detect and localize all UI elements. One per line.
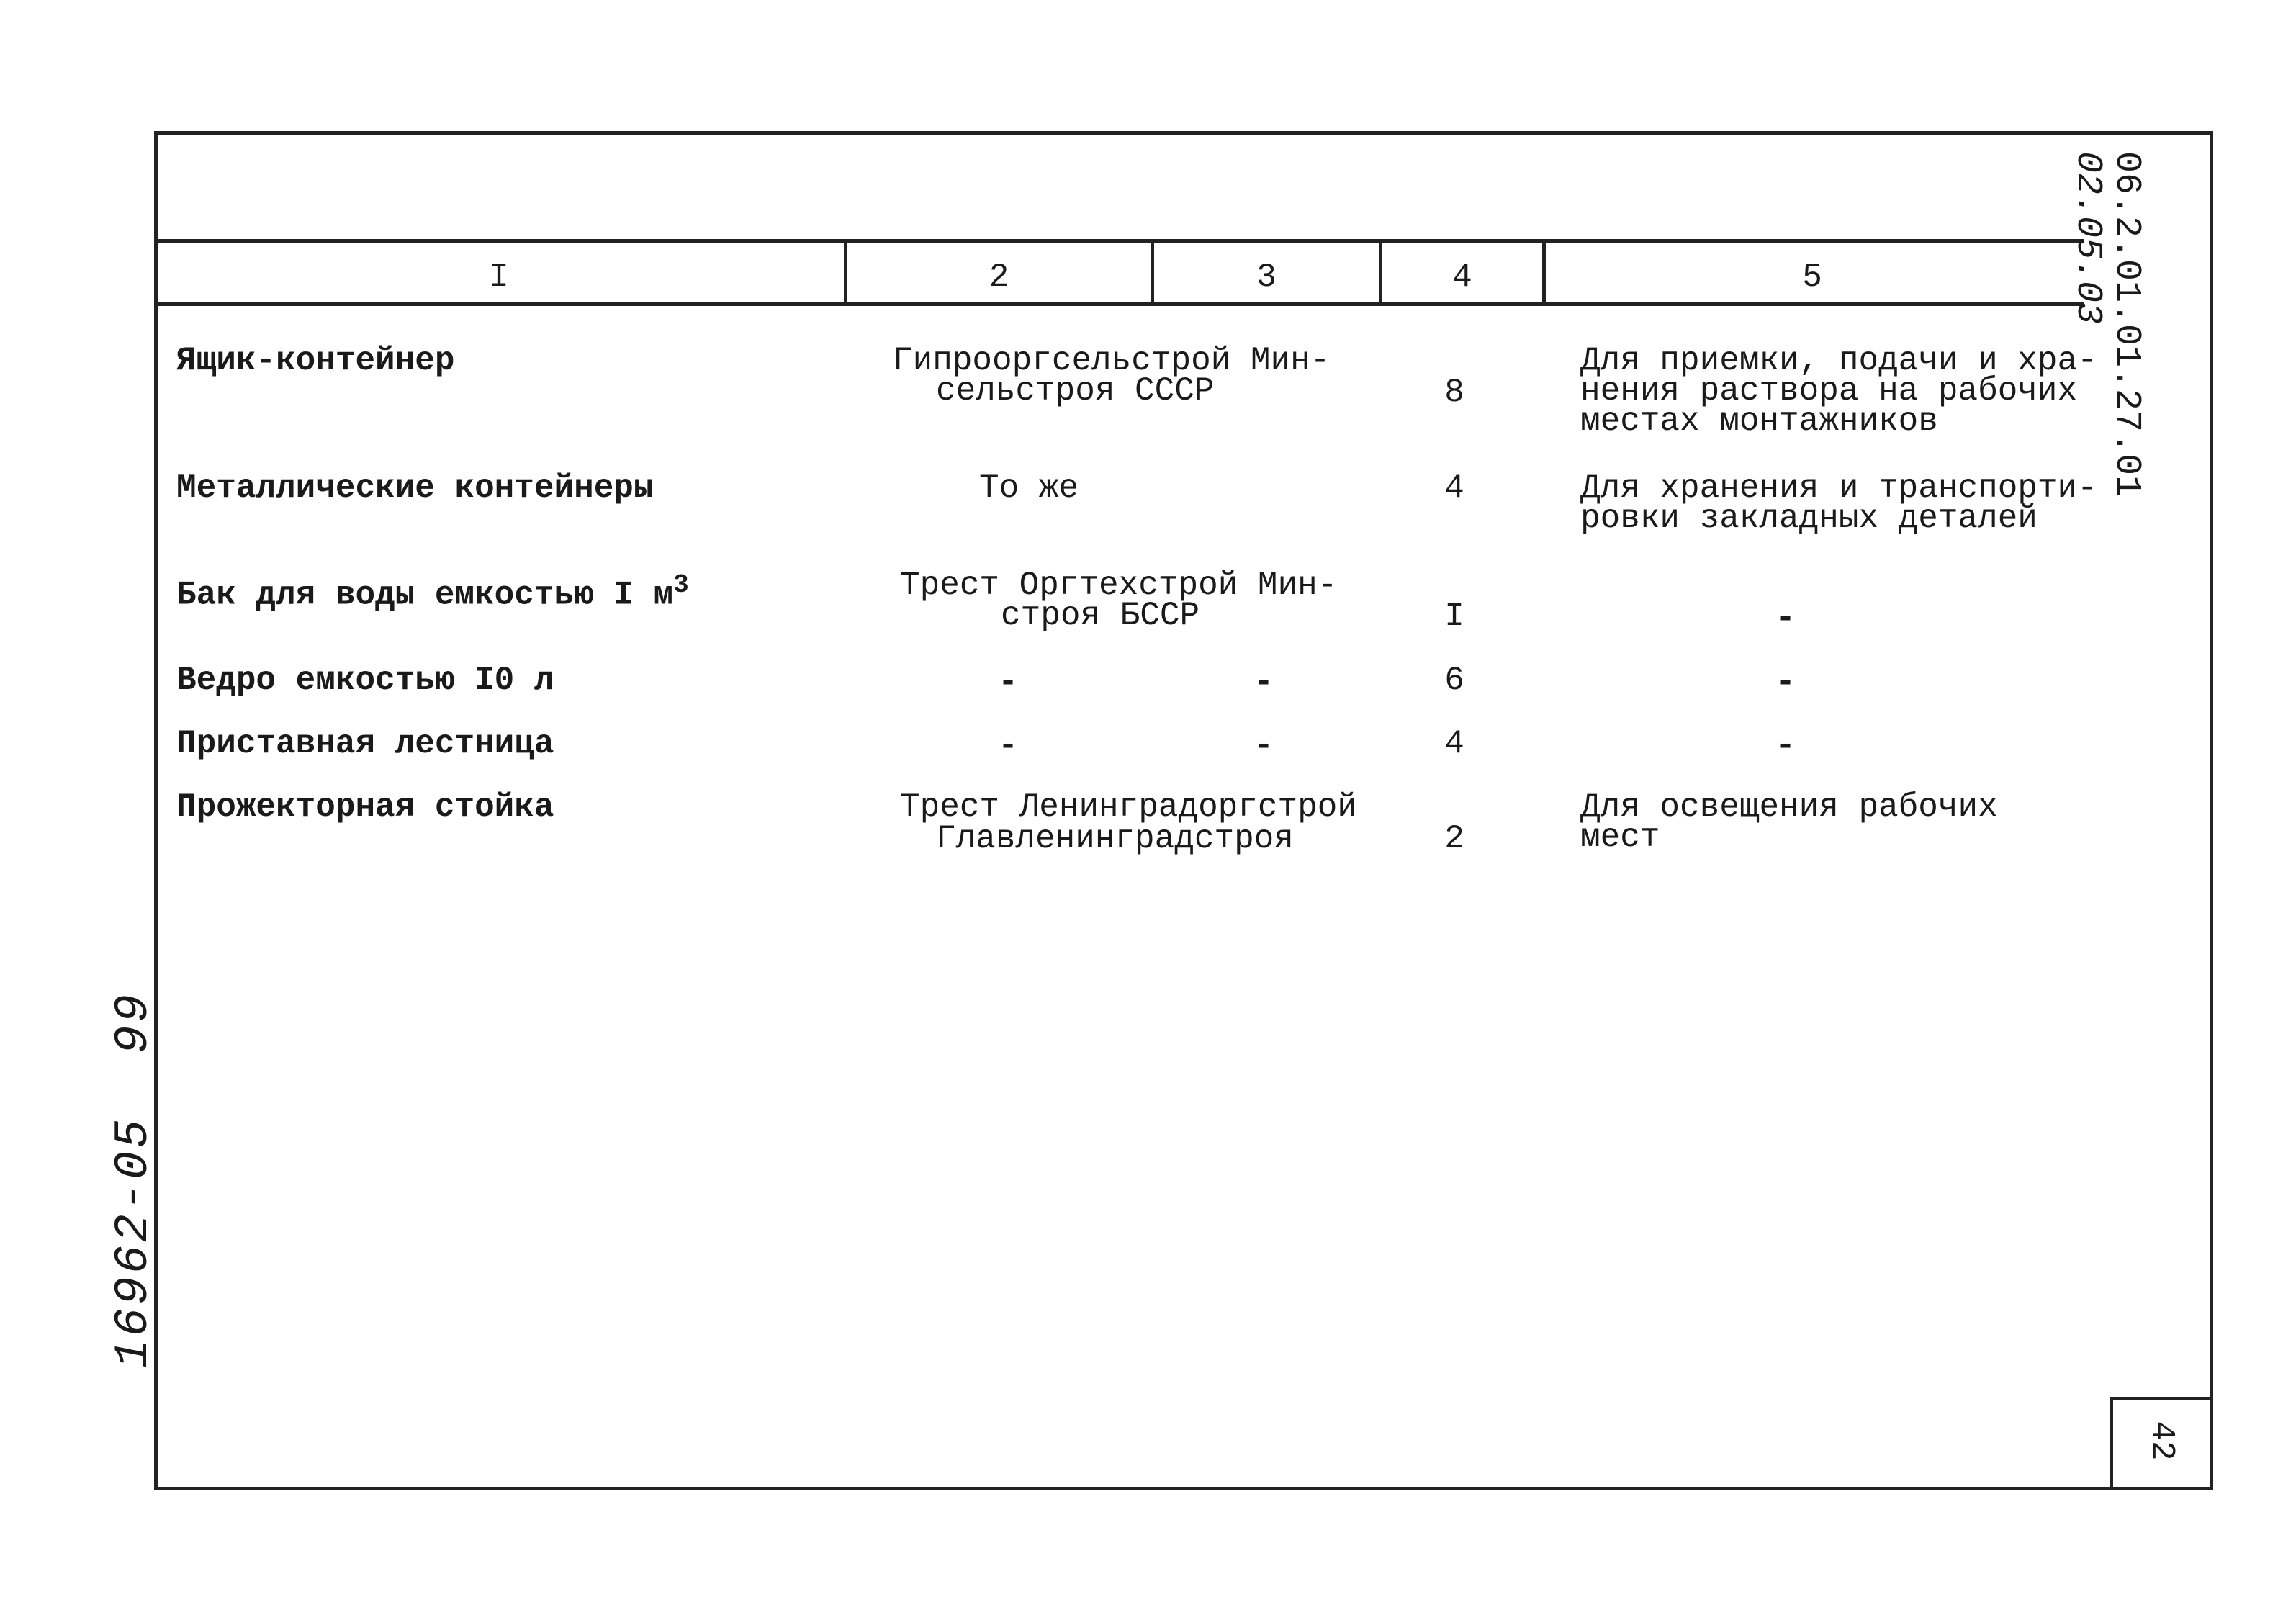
item-qty: 8: [1444, 374, 1464, 411]
item-col3-dash: -: [1253, 727, 1274, 765]
item-name-text: Бак для воды емкостью I м: [176, 576, 674, 614]
item-org-line: Трест Оргтехстрой Мин-: [900, 567, 1338, 604]
page-number: 42: [2143, 1421, 2181, 1461]
item-name-superscript: 3: [673, 570, 689, 600]
column-header-3: 3: [1256, 258, 1277, 296]
item-note-line: мест: [1580, 819, 1660, 856]
column-header-2: 2: [989, 258, 1009, 296]
item-qty: I: [1444, 598, 1464, 635]
document-code-line1: 06.2.01.01.27.01: [2106, 151, 2147, 498]
item-col2-dash: -: [998, 727, 1018, 765]
item-note-line: Для хранения и транспорти-: [1580, 469, 2097, 507]
column-header-1: I: [489, 258, 509, 296]
item-note-line: Для освещения рабочих: [1580, 788, 1998, 826]
item-org-line: строя БССР: [1001, 597, 1200, 634]
item-col2-dash: -: [998, 664, 1018, 701]
item-note-dash: -: [1775, 600, 1796, 637]
item-note-line: Для приемки, подачи и хра-: [1580, 342, 2097, 379]
item-note-line: местах монтажников: [1580, 402, 1938, 440]
document-code: [2068, 151, 2146, 497]
item-col3-dash: -: [1253, 664, 1274, 701]
item-org-line: Трест Ленинградоргстрой: [900, 788, 1357, 826]
item-qty: 6: [1444, 662, 1464, 699]
item-note-dash: -: [1775, 727, 1796, 765]
item-org-line: сельстроя СССР: [936, 372, 1215, 410]
item-name: [176, 569, 689, 614]
item-org-line: Гипрооргсельстрой Мин-: [893, 342, 1331, 379]
document-code-line2: 02.05.03: [2067, 151, 2108, 325]
item-qty: 2: [1444, 820, 1464, 858]
side-stamp: 16962-05 99: [107, 991, 161, 1368]
item-name: Ящик-контейнер: [176, 342, 455, 379]
item-name: Ведро емкостью I0 л: [176, 662, 554, 699]
item-note-line: нения раствора на рабочих: [1580, 372, 2078, 410]
column-header-5: 5: [1802, 258, 1822, 296]
item-note-dash: -: [1775, 664, 1796, 701]
item-qty: 4: [1444, 469, 1464, 507]
item-note-line: ровки закладных деталей: [1580, 500, 2038, 537]
item-name: Приставная лестница: [176, 725, 554, 762]
header-top-rule: [154, 239, 2084, 243]
item-org-line: Главленинградстроя: [936, 820, 1294, 858]
column-header-4: 4: [1452, 258, 1472, 296]
item-name: Металлические контейнеры: [176, 469, 654, 507]
item-org-line: То же: [979, 469, 1079, 507]
item-qty: 4: [1444, 725, 1464, 762]
item-name: Прожекторная стойка: [176, 788, 554, 826]
